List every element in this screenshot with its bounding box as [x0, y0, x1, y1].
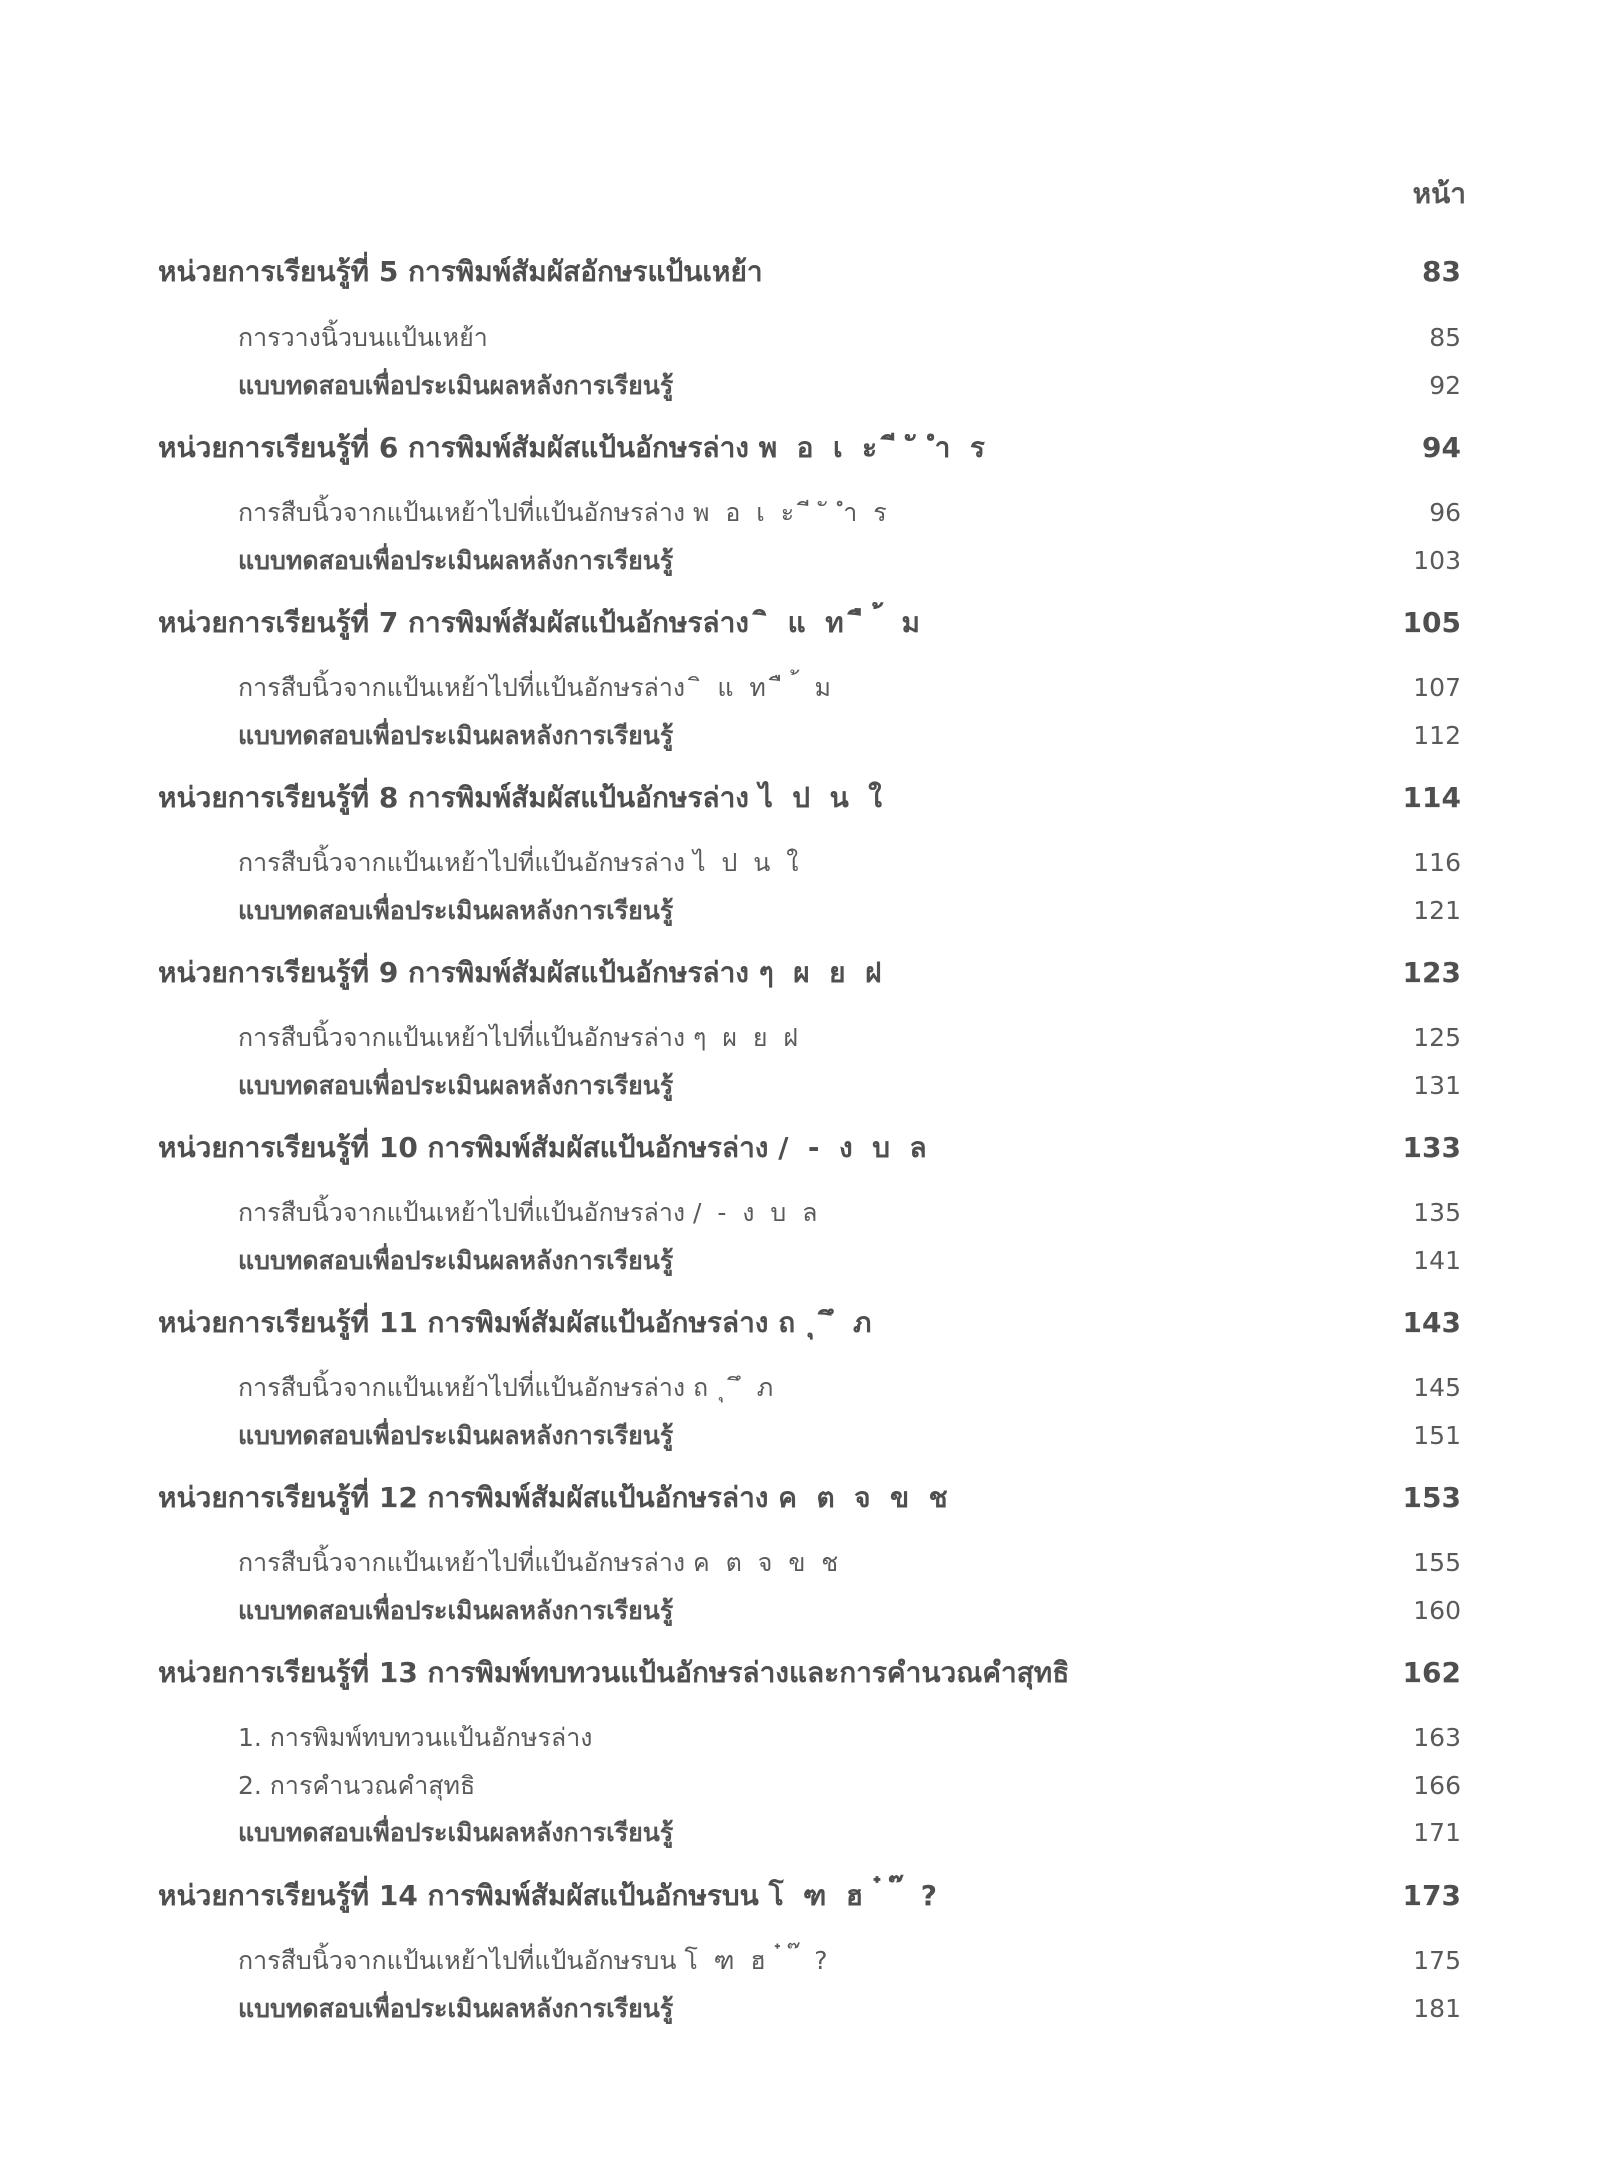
- toc-page-number: 123: [1402, 956, 1461, 989]
- toc-subitem-row: [0, 493, 1614, 533]
- toc-subitem-title: การสืบนิ้วจากแป้นเหย้าไปที่แป้นอักษรล่าง ๆ ผ ย ฝ: [238, 1023, 799, 1052]
- toc-test-row: [0, 1416, 1614, 1456]
- toc-unit-row: [0, 252, 1614, 292]
- toc-page-number: 162: [1402, 1656, 1461, 1689]
- toc-unit-row: [0, 1653, 1614, 1693]
- toc-page-number: 181: [1413, 1994, 1461, 2023]
- toc-subitem-title: 1. การพิมพ์ทบทวนแป้นอักษรล่าง: [238, 1723, 593, 1752]
- page-column-heading: หน้า: [1412, 177, 1466, 210]
- toc-page-number: 121: [1413, 896, 1461, 925]
- toc-unit-title: หน่วยการเรียนรู้ที่ 7 การพิมพ์สัมผัสแป้นอักษรล่าง ิ แ ท ื ้ ม: [158, 606, 920, 639]
- toc-unit-title: หน่วยการเรียนรู้ที่ 6 การพิมพ์สัมผัสแป้นอักษรล่าง พ อ เ ะ ี ั ำ ร: [158, 431, 985, 464]
- toc-unit-title: หน่วยการเรียนรู้ที่ 9 การพิมพ์สัมผัสแป้นอักษรล่าง ๆ ผ ย ฝ: [158, 956, 882, 989]
- toc-subitem-title: การสืบนิ้วจากแป้นเหย้าไปที่แป้นอักษรบน โ ฑ ฮ ๋ ๊ ?: [238, 1946, 828, 1975]
- toc-test-title: แบบทดสอบเพื่อประเมินผลหลังการเรียนรู้: [238, 371, 674, 400]
- toc-page-number: 163: [1413, 1723, 1461, 1752]
- toc-subitem-title: การสืบนิ้วจากแป้นเหย้าไปที่แป้นอักษรล่าง ค ต จ ข ช: [238, 1548, 839, 1577]
- toc-test-row: [0, 1813, 1614, 1853]
- toc-page-number: 85: [1429, 323, 1461, 352]
- toc-subitem-row: [0, 1718, 1614, 1758]
- toc-page-number: 112: [1413, 721, 1461, 750]
- toc-page-number: 166: [1413, 1771, 1461, 1800]
- toc-subitem-title: 2. การคำนวณคำสุทธิ: [238, 1771, 476, 1800]
- toc-subitem-row: [0, 843, 1614, 883]
- toc-unit-row: [0, 1128, 1614, 1168]
- toc-subitem-title: การสืบนิ้วจากแป้นเหย้าไปที่แป้นอักษรล่าง / - ง บ ล: [238, 1198, 818, 1227]
- toc-test-title: แบบทดสอบเพื่อประเมินผลหลังการเรียนรู้: [238, 896, 674, 925]
- toc-test-row: [0, 541, 1614, 581]
- toc-page-number: 116: [1413, 848, 1461, 877]
- toc-test-title: แบบทดสอบเพื่อประเมินผลหลังการเรียนรู้: [238, 1818, 674, 1847]
- toc-page-number: 173: [1402, 1879, 1461, 1912]
- toc-test-title: แบบทดสอบเพื่อประเมินผลหลังการเรียนรู้: [238, 1421, 674, 1450]
- toc-unit-row: [0, 428, 1614, 468]
- toc-page-number: 133: [1402, 1131, 1461, 1164]
- toc-page-number: 114: [1402, 781, 1461, 814]
- toc-subitem-title: การสืบนิ้วจากแป้นเหย้าไปที่แป้นอักษรล่าง ถ ุ ึ ภ: [238, 1373, 774, 1402]
- toc-test-row: [0, 1989, 1614, 2029]
- toc-page-number: 103: [1413, 546, 1461, 575]
- toc-unit-title: หน่วยการเรียนรู้ที่ 8 การพิมพ์สัมผัสแป้นอักษรล่าง ไ ป น ใ: [158, 781, 882, 814]
- toc-page-number: 145: [1413, 1373, 1461, 1402]
- toc-test-row: [0, 1241, 1614, 1281]
- toc-test-title: แบบทดสอบเพื่อประเมินผลหลังการเรียนรู้: [238, 1994, 674, 2023]
- toc-test-row: [0, 1591, 1614, 1631]
- toc-subitem-row: [0, 1766, 1614, 1806]
- toc-subitem-row: [0, 1368, 1614, 1408]
- toc-unit-title: หน่วยการเรียนรู้ที่ 10 การพิมพ์สัมผัสแป้นอักษรล่าง / - ง บ ล: [158, 1131, 927, 1164]
- toc-unit-title: หน่วยการเรียนรู้ที่ 11 การพิมพ์สัมผัสแป้นอักษรล่าง ถ ุ ึ ภ: [158, 1306, 872, 1339]
- toc-page-number: 141: [1413, 1246, 1461, 1275]
- toc-unit-row: [0, 1876, 1614, 1916]
- toc-test-row: [0, 716, 1614, 756]
- toc-subitem-row: [0, 1543, 1614, 1583]
- toc-page-number: 96: [1429, 498, 1461, 527]
- toc-page-number: 83: [1422, 255, 1461, 288]
- toc-page-number: 94: [1422, 431, 1461, 464]
- toc-page-number: 105: [1402, 606, 1461, 639]
- toc-subitem-row: [0, 1018, 1614, 1058]
- toc-unit-title: หน่วยการเรียนรู้ที่ 14 การพิมพ์สัมผัสแป้นอักษรบน โ ฑ ฮ ๋ ๊ ?: [158, 1879, 938, 1912]
- toc-page-number: 135: [1413, 1198, 1461, 1227]
- toc-subitem-row: [0, 318, 1614, 358]
- toc-page-number: 153: [1402, 1481, 1461, 1514]
- toc-unit-title: หน่วยการเรียนรู้ที่ 12 การพิมพ์สัมผัสแป้นอักษรล่าง ค ต จ ข ช: [158, 1481, 948, 1514]
- toc-test-title: แบบทดสอบเพื่อประเมินผลหลังการเรียนรู้: [238, 721, 674, 750]
- toc-subitem-title: การสืบนิ้วจากแป้นเหย้าไปที่แป้นอักษรล่าง ิ แ ท ื ้ ม: [238, 673, 831, 702]
- toc-page-number: 155: [1413, 1548, 1461, 1577]
- toc-unit-row: [0, 1478, 1614, 1518]
- toc-unit-row: [0, 1303, 1614, 1343]
- toc-subitem-title: การสืบนิ้วจากแป้นเหย้าไปที่แป้นอักษรล่าง พ อ เ ะ ี ั ำ ร: [238, 498, 887, 527]
- toc-test-row: [0, 366, 1614, 406]
- toc-page-number: 107: [1413, 673, 1461, 702]
- toc-unit-title: หน่วยการเรียนรู้ที่ 5 การพิมพ์สัมผัสอักษรแป้นเหย้า: [158, 255, 763, 288]
- toc-page-number: 160: [1413, 1596, 1461, 1625]
- toc-page-number: 92: [1429, 371, 1461, 400]
- toc-page-number: 143: [1402, 1306, 1461, 1339]
- toc-subitem-row: [0, 1193, 1614, 1233]
- toc-unit-row: [0, 603, 1614, 643]
- toc-subitem-title: การวางนิ้วบนแป้นเหย้า: [238, 323, 488, 352]
- toc-page-number: 175: [1413, 1946, 1461, 1975]
- toc-page-number: 125: [1413, 1023, 1461, 1052]
- toc-subitem-row: [0, 1941, 1614, 1981]
- toc-test-row: [0, 1066, 1614, 1106]
- toc-subitem-row: [0, 668, 1614, 708]
- toc-unit-row: [0, 953, 1614, 993]
- toc-page-number: 171: [1413, 1818, 1461, 1847]
- toc-test-title: แบบทดสอบเพื่อประเมินผลหลังการเรียนรู้: [238, 1071, 674, 1100]
- toc-test-row: [0, 891, 1614, 931]
- toc-page-number: 151: [1413, 1421, 1461, 1450]
- toc-unit-title: หน่วยการเรียนรู้ที่ 13 การพิมพ์ทบทวนแป้นอักษรล่างและการคำนวณคำสุทธิ: [158, 1656, 1070, 1689]
- toc-subitem-title: การสืบนิ้วจากแป้นเหย้าไปที่แป้นอักษรล่าง ไ ป น ใ: [238, 848, 799, 877]
- toc-test-title: แบบทดสอบเพื่อประเมินผลหลังการเรียนรู้: [238, 546, 674, 575]
- toc-test-title: แบบทดสอบเพื่อประเมินผลหลังการเรียนรู้: [238, 1246, 674, 1275]
- toc-page-number: 131: [1413, 1071, 1461, 1100]
- toc-test-title: แบบทดสอบเพื่อประเมินผลหลังการเรียนรู้: [238, 1596, 674, 1625]
- toc-unit-row: [0, 778, 1614, 818]
